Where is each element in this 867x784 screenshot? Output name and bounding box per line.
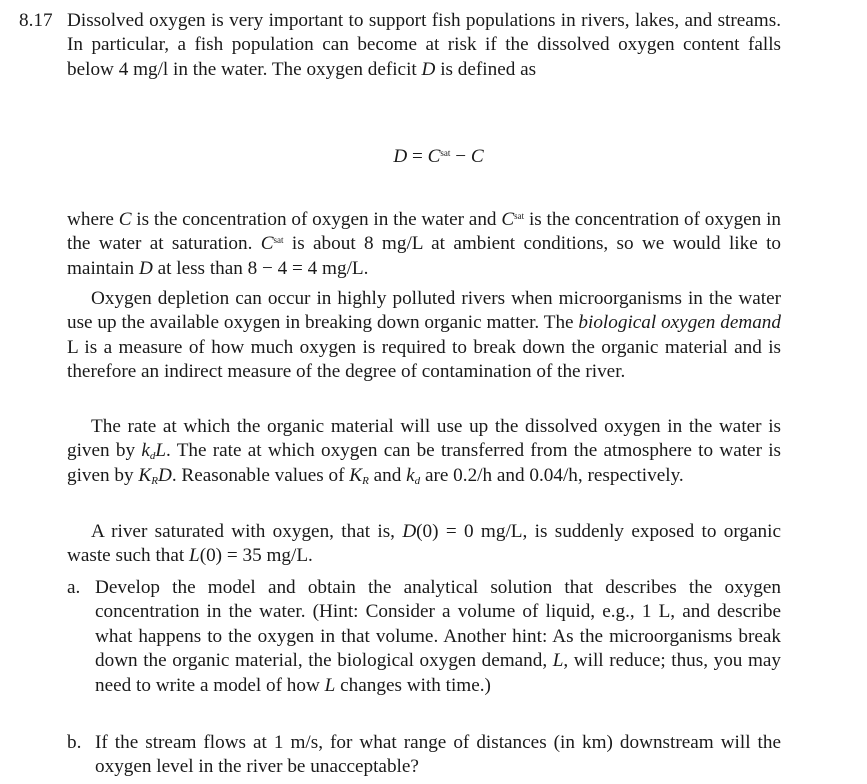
subscript-d: d: [414, 474, 421, 487]
variable-C: C: [260, 233, 274, 255]
subscript-R: R: [151, 474, 158, 487]
variable-D: D: [402, 521, 417, 542]
problem-intro: [67, 9, 781, 82]
text-run: A river saturated with oxygen, that is,: [91, 521, 403, 542]
text-run: is about 8 mg/L at ambient conditions, so we would like to maintain: [67, 233, 782, 279]
text-run: . Reasonable values of: [171, 464, 350, 486]
sat-superscript: sat: [273, 235, 284, 246]
term-biological-oxygen-demand: biological oxygen demand: [578, 312, 781, 334]
text-run: is the concentration of oxygen in the water and: [131, 209, 502, 230]
equation-c: C: [470, 146, 484, 167]
variable-L: L: [189, 545, 200, 567]
text-run: are 0.2/h and 0.04/h, respectively.: [420, 464, 684, 486]
variable-k: k: [141, 440, 150, 462]
text-run: where: [67, 209, 119, 230]
text-run: (0) = 0 mg/L, is suddenly exposed to organic waste such that: [67, 521, 781, 567]
variable-L: L: [552, 650, 564, 672]
variable-K: K: [349, 464, 363, 486]
text-run: , will reduce; thus, you may need to write a model of how: [95, 650, 781, 696]
equation-lhs: D: [393, 146, 408, 167]
text-run: is the concentration of oxygen in the water at saturation.: [67, 209, 781, 255]
variable-D: D: [157, 464, 172, 486]
text-run: (0) = 35 mg/L.: [199, 545, 313, 567]
variable-L: L: [155, 440, 167, 462]
text-run: Oxygen depletion can occur in highly polluted rivers when microorganisms in the water use up the available oxygen in breaking down organic matter. The: [67, 288, 781, 334]
question-item-b: [67, 731, 781, 780]
sat-superscript: sat: [514, 211, 525, 221]
text-run: The rate at which the organic material will use up the dissolved oxygen in the water is given by: [67, 416, 781, 462]
intro-text: Dissolved oxygen is very important to support fish populations in rivers, lakes, and streams. In particular, a fish population can become at risk if the dissolved oxygen content falls below 4 mg/l in the water. The oxygen deficit: [67, 10, 781, 80]
intro-text-end: is defined as: [435, 58, 537, 80]
subscript-R: R: [362, 474, 369, 487]
question-item-a: [67, 576, 781, 698]
item-body-b: If the stream flows at 1 m/s, for what range of distances (in km) downstream will the oxygen level in the river be unacceptable?: [95, 732, 781, 778]
variable-K: K: [138, 464, 152, 486]
problem-number: 8.17: [19, 10, 53, 31]
text-run: and: [368, 464, 407, 486]
oxygen-deficit-equation: [0, 145, 867, 169]
equation-sat-superscript: sat: [440, 148, 451, 158]
paragraph-initial-conditions: [67, 520, 781, 569]
item-label-a: a.: [67, 577, 81, 598]
equation-csat: C: [427, 146, 441, 167]
variable-C: C: [118, 209, 132, 230]
equation-equals: =: [407, 146, 428, 167]
paragraph-definitions: [67, 208, 781, 281]
paragraph-rates: [67, 415, 781, 488]
variable-D: D: [421, 58, 436, 80]
item-body-a: [95, 576, 781, 698]
equation-minus: −: [450, 146, 471, 167]
item-label-b: b.: [67, 732, 82, 753]
text-run: changes with time.): [335, 674, 491, 696]
text-run: . The rate at which oxygen can be transferred from the atmosphere to water is given by: [67, 440, 781, 486]
subscript-d: d: [149, 450, 156, 463]
variable-k: k: [406, 464, 415, 486]
variable-C: C: [501, 209, 515, 230]
text-run: at less than 8 − 4 = 4 mg/L.: [152, 257, 369, 279]
text-run: Develop the model and obtain the analytical solution that describes the oxygen concentration in the water. (Hint: Consider a volume of liquid, e.g., 1 L, and describe what happens to the oxygen in that volume. Another hint: As the microorganisms break down the organic material, the biological oxygen demand,: [95, 577, 781, 672]
variable-D: D: [138, 257, 153, 279]
variable-L: L: [324, 674, 336, 696]
paragraph-oxygen-depletion: [67, 287, 781, 385]
text-run: L is a measure of how much oxygen is required to break down the organic material and is therefore an indirect measure of the degree of contamination of the river.: [67, 336, 781, 383]
